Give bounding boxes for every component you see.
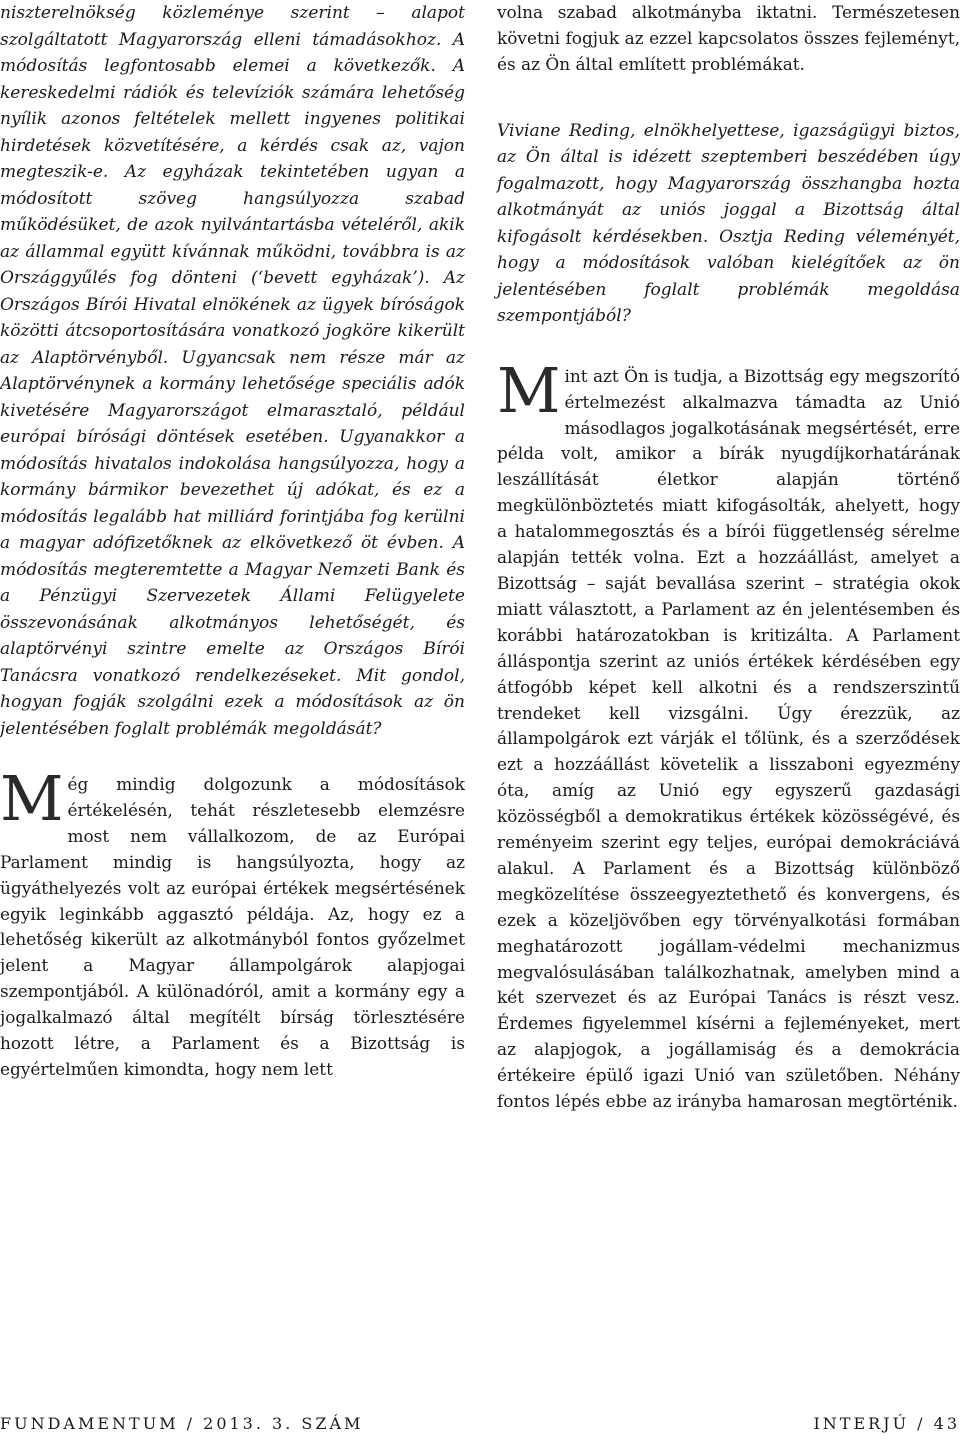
answer-body: int azt Ön is tudja, a Bizottság egy megszorító értelmezést alkalmazva támadta az Unió másodlagos jogalkotásának megsértését, erre példa volt, amikor a bírák nyugdíjkorhatárának leszállítását életkor alapján történő megkülönböztetés miatt kifogásolták, ahelyett, hogy a hatalommegosztás és a bírói függetlenség sérelme alapján tették volna. Ezt a hozzáállást, amelyet a Bizottság – saját bevallása szerint – stratégia okok miatt választott, a Parlament az én jelentésemben és korábbi határozatokban is kritizálta. A Parlament álláspontja szerint az uniós értékek kérdésében egy átfogóbb képet kell alkotni és a rendszerszintű trendeket kell vizsgálni. Úgy érezzük, az állampolgárok ezt várják el tőlünk, és a szerződések ezt a hozzáállást követelik a lisszaboni egyezmény óta, amíg az Unió egy egyszerű gazdasági közösségből a demokratikus értékek közösségévé, és reményeim szerint egy teljes, európai demokráciává alakul. A Parlament és a Bizottság különböző megközelítése összeegyeztethető és konvergens, és ezek a közeljövőben egy törvényalkotási formában meghatározott jogállam-védelmi mechanizmus megvalósulásában találkozhatnak, amelyben mind a két szervezet és az Európai Tanács is részt vesz. Érdemes figyelemmel kísérni a fejleményeket, mert az alapjogok, a jogállamiság és a demokrácia értékeire épülő igazi Unió van születőben. Néhány fontos lépés ebbe az irányba hamarosan megtörténik.: [497, 365, 960, 1112]
drop-cap: M: [0, 762, 64, 835]
footer-publication: FUNDAMENTUM / 2013. 3. SZÁM: [0, 1414, 364, 1433]
interview-question: Viviane Reding, elnökhelyettese, igazságügyi biztos, az Ön által is idézett szeptemberi beszédében úgy fogalmazott, hogy Magyarország összhangba hozta alkotmányát az uniós joggal a Bizottság által kifogásolt kérdésekben. Osztja Reding véleményét, hogy a módosítások valóban kielégítőek az ön jelentésében foglalt problémák megoldása szempontjából?: [497, 120, 960, 327]
drop-cap: M: [497, 353, 561, 427]
interview-answer: [0, 762, 465, 1083]
right-column: [497, 0, 960, 1115]
answer-body: ég mindig dolgozunk a módosítások értékelésén, tehát részletesebb elemzésre most nem vállalkozom, de az Európai Parlament mindig is hangsúlyozta, hogy az ügyáthelyezés volt az európai értékek megsértésének egyik leginkább aggasztó példája. Az, hogy ez a lehetőség kikerült az alkotmányból fontos győzelmet jelent a Magyar állampolgárok alapjogai szempontjából. A különadóról, amit a kormány egy a jogalkalmazó által megítélt bírság törlesztésére hozott létre, a Parlament és a Bizottság is egyértelműen kimondta, hogy nem lett: [0, 774, 465, 1079]
interview-question-continued: niszterelnökség közleménye szerint – alapot szolgáltatott Magyarország elleni támadásokhoz. A módosítás legfontosabb elemei a következők. A kereskedelmi rádiók és televíziók számára lehetőség nyílik azonos feltételek mellett ingyenes politikai hirdetések közvetítésére, a kérdés csak az, vajon megteszik-e. Az egyházak tekintetében ugyan a módosított szöveg hangsúlyozza szabad működésüket, de azok nyilvántartásba vételéről, akik az állammal együtt kívánnak működni, továbbra is az Országgyűlés fog dönteni (‘bevett egyházak’). Az Országos Bírói Hivatal elnökének az ügyek bíróságok közötti átcsoportosítására vonatkozó jogköre kikerült az Alaptörvényből. Ugyancsak nem része már az Alaptörvénynek a kormány lehetősége speciális adók kivetésére Magyarországot elmarasztaló, például európai bírósági döntések esetében. Ugyanakkor a módosítás hivatalos indokolása hangsúlyozza, hogy a kormány bármikor bevezethet új adókat, és ez a módosítás legalább hat milliárd forintjába fog kerülni a magyar adófizetőknek az elkövetkező öt évben. A módosítás megteremtette a Magyar Nemzeti Bank és a Pénzügyi Szervezetek Állami Felügyelete összevonásának alkotmányos lehetőségét, és alaptörvényi szintre emelte az Országos Bírói Tanácsra vonatkozó rendelkezéseket. Mit gondol, hogyan fogják szolgálni ezek a módosítások az ön jelentésében foglalt problémák megoldását?: [0, 3, 465, 739]
footer-section-page: INTERJÚ / 43: [813, 1414, 960, 1433]
interview-answer-continued: volna szabad alkotmányba iktatni. Természetesen követni fogjuk az ezzel kapcsolatos összes fejleményt, és az Ön által említett problémákat.: [497, 2, 960, 74]
left-column: [0, 0, 465, 1083]
interview-answer: [497, 353, 960, 1115]
